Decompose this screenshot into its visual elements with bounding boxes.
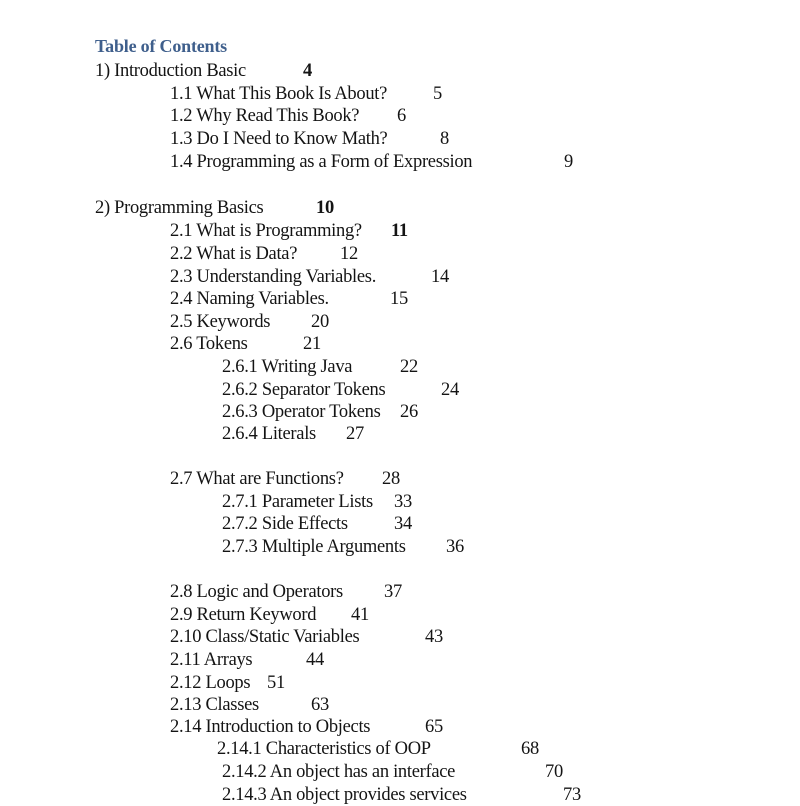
toc-entry-page-number: 51 [267,673,285,693]
toc-entry-title: 1.3 Do I Need to Know Math? [170,129,388,149]
toc-entry-page-number: 43 [425,627,443,647]
toc-entry-page-number: 10 [316,198,334,218]
toc-entry-page-number: 37 [384,582,402,602]
toc-entry-title: 2.3 Understanding Variables. [170,267,377,287]
toc-entry-page-number: 11 [391,221,408,241]
toc-entry-page-number: 4 [303,61,312,81]
toc-entry [222,536,464,558]
toc-entry-title: 2.7.1 Parameter Lists [222,492,373,512]
toc-entry [222,784,581,806]
toc-entry-title: 2.6.4 Literals [222,424,316,444]
toc-entry-page-number: 26 [400,402,418,422]
toc-entry [170,581,402,603]
toc-entry [170,288,408,310]
toc-entry-title: 2.14.2 An object has an interface [222,762,456,782]
toc-entry-page-number: 20 [311,312,329,332]
toc-entry-page-number: 22 [400,357,418,377]
toc-entry-title: 2.12 Loops [170,673,251,693]
toc-entry-title: 2.1 What is Programming? [170,221,362,241]
toc-entry [170,128,449,150]
toc-entry-title: 2.2 What is Data? [170,244,298,264]
toc-entry-page-number: 73 [563,785,581,805]
toc-entry [222,761,563,783]
toc-entry-page-number: 15 [390,289,408,309]
toc-entry-title: 2.6.1 Writing Java [222,357,353,377]
toc-entry [170,243,358,265]
toc-entry-page-number: 14 [431,267,449,287]
toc-entry-page-number: 68 [521,739,539,759]
toc-entry-title: 2.6.2 Separator Tokens [222,380,386,400]
toc-entry [222,401,418,423]
toc-entry [170,311,329,333]
toc-entry-page-number: 63 [311,695,329,715]
toc-entry-page-number: 33 [394,492,412,512]
toc-entry [170,649,324,671]
toc-entry [170,266,449,288]
toc-entry [170,468,400,490]
toc-entry-title: 1.2 Why Read This Book? [170,106,360,126]
toc-entry-title: 2.5 Keywords [170,312,271,332]
toc-entry [170,220,408,242]
toc-entry [170,672,285,694]
toc-entry [222,491,412,513]
toc-entry [217,738,539,760]
toc-entry-title: 2.6.3 Operator Tokens [222,402,381,422]
toc-entry-page-number: 5 [433,84,442,104]
toc-entry-title: 2.7.2 Side Effects [222,514,348,534]
toc-entry-title: 2.13 Classes [170,695,259,715]
toc-entry [170,716,443,738]
toc-entry-title: 2.11 Arrays [170,650,253,670]
toc-entry-title: 2) Programming Basics [95,198,264,218]
toc-entry [222,423,364,445]
toc-entry [170,626,443,648]
toc-entry [170,105,406,127]
toc-entry [170,151,573,173]
toc-entry-page-number: 70 [545,762,563,782]
toc-entry-title: 2.6 Tokens [170,334,248,354]
toc-entry-page-number: 21 [303,334,321,354]
toc-entry-title: 1.1 What This Book Is About? [170,84,388,104]
toc-entry [95,197,334,219]
toc-entry-page-number: 27 [346,424,364,444]
toc-entry-title: 2.14.1 Characteristics of OOP [217,739,431,759]
toc-entry [170,694,329,716]
toc-entry-page-number: 24 [441,380,459,400]
toc-entry [170,604,369,626]
toc-entry-page-number: 65 [425,717,443,737]
toc-entry-title: 2.4 Naming Variables. [170,289,329,309]
toc-entry-title: 1.4 Programming as a Form of Expression [170,152,473,172]
toc-entry-page-number: 34 [394,514,412,534]
toc-entry [222,356,418,378]
toc-entry-title: 2.7.3 Multiple Arguments [222,537,406,557]
toc-entry-title: 1) Introduction Basic [95,61,246,81]
toc-entry-title: 2.14 Introduction to Objects [170,717,371,737]
toc-entry [95,60,312,82]
toc-entry-title: 2.9 Return Keyword [170,605,317,625]
toc-entry-page-number: 41 [351,605,369,625]
toc-entry-title: 2.10 Class/Static Variables [170,627,360,647]
toc-entry [170,333,321,355]
toc-entry [170,83,442,105]
toc-title: Table of Contents [95,36,227,56]
toc-entry-page-number: 28 [382,469,400,489]
toc-entry-title: 2.8 Logic and Operators [170,582,343,602]
toc-entry-page-number: 8 [440,129,449,149]
toc-entry-title: 2.7 What are Functions? [170,469,344,489]
toc-entry [222,379,459,401]
toc-entry-page-number: 12 [340,244,358,264]
toc-entry-page-number: 9 [564,152,573,172]
toc-entry-page-number: 6 [397,106,406,126]
toc-entry-page-number: 36 [446,537,464,557]
toc-entry [222,513,412,535]
toc-entry-title: 2.14.3 An object provides services [222,785,467,805]
toc-entry-page-number: 44 [306,650,324,670]
